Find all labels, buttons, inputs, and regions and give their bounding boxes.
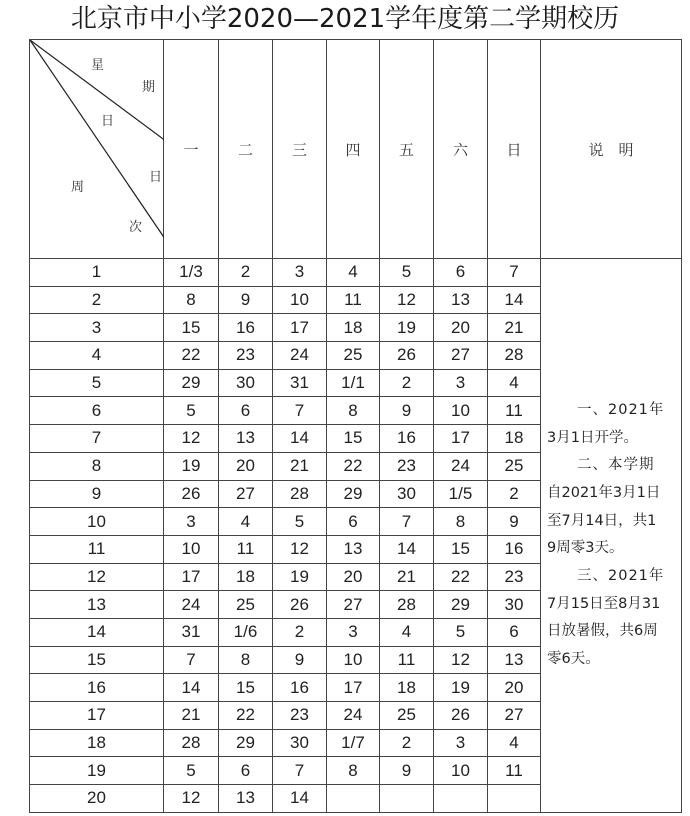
notes-line: 零6天。: [547, 651, 600, 668]
date-cell: 6: [488, 618, 541, 646]
weekday-header-sat: 六: [434, 40, 488, 259]
date-cell: 20: [327, 563, 380, 591]
date-cell: 19: [434, 674, 488, 702]
week-number-cell: 11: [30, 535, 164, 563]
date-cell: 15: [219, 674, 273, 702]
date-cell: 5: [380, 259, 434, 287]
date-cell: 23: [380, 452, 434, 480]
date-cell: 12: [164, 425, 219, 453]
weekday-header-wed: 三: [273, 40, 327, 259]
date-cell: 11: [219, 535, 273, 563]
weekday-header-thu: 四: [327, 40, 380, 259]
date-cell: 2: [380, 369, 434, 397]
weekday-header-mon: 一: [164, 40, 219, 259]
date-cell: 21: [380, 563, 434, 591]
date-cell: 5: [164, 397, 219, 425]
school-calendar-table: [29, 39, 682, 813]
date-cell: 7: [164, 646, 219, 674]
date-cell: 11: [327, 286, 380, 314]
date-cell: 14: [164, 674, 219, 702]
date-cell: 2: [273, 618, 327, 646]
date-cell: 31: [273, 369, 327, 397]
corner-label-ci: 次: [129, 220, 143, 235]
date-cell: 10: [434, 397, 488, 425]
date-cell: 29: [164, 369, 219, 397]
date-cell: 13: [219, 425, 273, 453]
date-cell: 24: [434, 452, 488, 480]
date-cell: 17: [164, 563, 219, 591]
week-number-cell: 3: [30, 314, 164, 342]
date-cell: 21: [488, 314, 541, 342]
date-cell: 24: [327, 702, 380, 730]
date-cell: 4: [327, 259, 380, 287]
date-cell: 16: [380, 425, 434, 453]
date-cell: 4: [488, 369, 541, 397]
date-cell: 22: [327, 452, 380, 480]
date-cell: 22: [219, 702, 273, 730]
date-cell: 3: [327, 618, 380, 646]
date-cell: 3: [434, 369, 488, 397]
date-cell: 25: [219, 591, 273, 619]
date-cell: 5: [164, 757, 219, 785]
date-cell: 18: [488, 425, 541, 453]
date-cell: 6: [219, 397, 273, 425]
week-number-cell: 7: [30, 425, 164, 453]
date-cell: 1/3: [164, 259, 219, 287]
week-number-cell: 16: [30, 674, 164, 702]
date-cell: 3: [164, 508, 219, 536]
date-cell: 8: [164, 286, 219, 314]
date-cell: 29: [434, 591, 488, 619]
header-row: [30, 40, 682, 259]
date-cell: 30: [273, 729, 327, 757]
week-number-cell: 15: [30, 646, 164, 674]
date-cell: 9: [380, 397, 434, 425]
date-cell: 20: [434, 314, 488, 342]
date-cell: 1/7: [327, 729, 380, 757]
date-cell: 3: [273, 259, 327, 287]
date-cell: 18: [219, 563, 273, 591]
date-cell: 25: [488, 452, 541, 480]
date-cell: 23: [273, 702, 327, 730]
date-cell: 29: [327, 480, 380, 508]
week-number-cell: 2: [30, 286, 164, 314]
corner-label-ri2: 日: [149, 170, 163, 185]
date-cell: 10: [434, 757, 488, 785]
date-cell: 4: [380, 618, 434, 646]
date-cell: 12: [380, 286, 434, 314]
week-number-cell: 4: [30, 342, 164, 370]
date-cell: 24: [164, 591, 219, 619]
date-cell: 19: [164, 452, 219, 480]
week-number-cell: 10: [30, 508, 164, 536]
date-cell: 1/6: [219, 618, 273, 646]
date-cell: 15: [164, 314, 219, 342]
date-cell: 13: [488, 646, 541, 674]
date-cell: 17: [434, 425, 488, 453]
date-cell: 7: [488, 259, 541, 287]
date-cell: 12: [434, 646, 488, 674]
date-cell: 17: [273, 314, 327, 342]
notes-line: 二、本学期: [577, 457, 655, 474]
notes-header: 说 明: [541, 40, 682, 259]
date-cell: 8: [434, 508, 488, 536]
date-cell: 7: [273, 757, 327, 785]
date-cell: 23: [488, 563, 541, 591]
date-cell: 12: [273, 535, 327, 563]
date-cell: 14: [273, 785, 327, 813]
page-title: 北京市中小学2020—2021学年度第二学期校历: [70, 4, 620, 34]
date-cell: 6: [327, 508, 380, 536]
notes-line: 日放暑假，共6周: [547, 623, 658, 640]
weekday-header-tue: 二: [219, 40, 273, 259]
week-number-cell: 17: [30, 702, 164, 730]
date-cell: 9: [380, 757, 434, 785]
date-cell: 16: [488, 535, 541, 563]
date-cell: 10: [273, 286, 327, 314]
date-cell: 26: [380, 342, 434, 370]
week-number-cell: 1: [30, 259, 164, 287]
date-cell: 22: [434, 563, 488, 591]
notes-line: 9周零3天。: [547, 540, 624, 557]
corner-header-cell: [30, 40, 164, 259]
date-cell: 11: [488, 757, 541, 785]
date-cell: 10: [327, 646, 380, 674]
date-cell: 31: [164, 618, 219, 646]
date-cell: 7: [273, 397, 327, 425]
date-cell: 19: [273, 563, 327, 591]
date-cell: 27: [219, 480, 273, 508]
date-cell: 15: [434, 535, 488, 563]
date-cell: [327, 785, 380, 813]
date-cell: 20: [219, 452, 273, 480]
week-number-cell: 8: [30, 452, 164, 480]
date-cell: 28: [164, 729, 219, 757]
date-cell: 13: [434, 286, 488, 314]
date-cell: 28: [273, 480, 327, 508]
date-cell: 24: [273, 342, 327, 370]
corner-label-xing: 星: [91, 58, 105, 73]
weekday-header-fri: 五: [380, 40, 434, 259]
notes-line: 自2021年3月1日: [547, 484, 661, 501]
date-cell: 9: [488, 508, 541, 536]
week-number-cell: 12: [30, 563, 164, 591]
date-cell: 1/1: [327, 369, 380, 397]
date-cell: [380, 785, 434, 813]
date-cell: 2: [380, 729, 434, 757]
date-cell: 9: [219, 286, 273, 314]
date-cell: 5: [273, 508, 327, 536]
date-cell: 20: [488, 674, 541, 702]
date-cell: 10: [164, 535, 219, 563]
notes-line: 三、2021年: [577, 568, 665, 585]
week-number-cell: 6: [30, 397, 164, 425]
date-cell: 6: [434, 259, 488, 287]
date-cell: 27: [327, 591, 380, 619]
date-cell: 21: [164, 702, 219, 730]
week-number-cell: 13: [30, 591, 164, 619]
date-cell: 15: [327, 425, 380, 453]
notes-line: 7月15日至8月31: [547, 595, 661, 612]
date-cell: 26: [434, 702, 488, 730]
weekday-header-sun: 日: [488, 40, 541, 259]
week-number-cell: 20: [30, 785, 164, 813]
date-cell: 27: [488, 702, 541, 730]
date-cell: 19: [380, 314, 434, 342]
corner-label-ri: 日: [101, 114, 115, 129]
date-cell: 1/5: [434, 480, 488, 508]
date-cell: 30: [380, 480, 434, 508]
corner-label-qi: 期: [142, 80, 156, 95]
date-cell: 6: [219, 757, 273, 785]
date-cell: 13: [219, 785, 273, 813]
notes-line: 3月1日开学。: [547, 429, 638, 446]
date-cell: 3: [434, 729, 488, 757]
date-cell: 18: [380, 674, 434, 702]
date-cell: 18: [327, 314, 380, 342]
notes-line: 至7月14日，共1: [547, 512, 657, 529]
date-cell: 25: [380, 702, 434, 730]
date-cell: 11: [488, 397, 541, 425]
week-number-cell: 9: [30, 480, 164, 508]
date-cell: 8: [327, 757, 380, 785]
week-number-cell: 19: [30, 757, 164, 785]
corner-label-zhou: 周: [71, 180, 85, 195]
date-cell: 7: [380, 508, 434, 536]
date-cell: [488, 785, 541, 813]
date-cell: 2: [219, 259, 273, 287]
date-cell: [434, 785, 488, 813]
week-number-cell: 5: [30, 369, 164, 397]
date-cell: 14: [380, 535, 434, 563]
date-cell: 23: [219, 342, 273, 370]
date-cell: 17: [327, 674, 380, 702]
date-cell: 16: [219, 314, 273, 342]
date-cell: 11: [380, 646, 434, 674]
date-cell: 13: [327, 535, 380, 563]
date-cell: 14: [488, 286, 541, 314]
notes-cell: [541, 259, 682, 813]
date-cell: 28: [488, 342, 541, 370]
date-cell: 8: [219, 646, 273, 674]
date-cell: 12: [164, 785, 219, 813]
date-cell: 4: [488, 729, 541, 757]
date-cell: 21: [273, 452, 327, 480]
date-cell: 4: [219, 508, 273, 536]
date-cell: 5: [434, 618, 488, 646]
date-cell: 22: [164, 342, 219, 370]
week-number-cell: 18: [30, 729, 164, 757]
date-cell: 8: [327, 397, 380, 425]
date-cell: 30: [219, 369, 273, 397]
week-number-cell: 14: [30, 618, 164, 646]
notes-line: 一、2021年: [577, 401, 665, 418]
date-cell: 30: [488, 591, 541, 619]
date-cell: 25: [327, 342, 380, 370]
date-cell: 26: [273, 591, 327, 619]
date-cell: 26: [164, 480, 219, 508]
date-cell: 16: [273, 674, 327, 702]
date-cell: 28: [380, 591, 434, 619]
date-cell: 27: [434, 342, 488, 370]
date-cell: 29: [219, 729, 273, 757]
date-cell: 9: [273, 646, 327, 674]
date-cell: 14: [273, 425, 327, 453]
date-cell: 2: [488, 480, 541, 508]
table-row: [30, 259, 682, 287]
